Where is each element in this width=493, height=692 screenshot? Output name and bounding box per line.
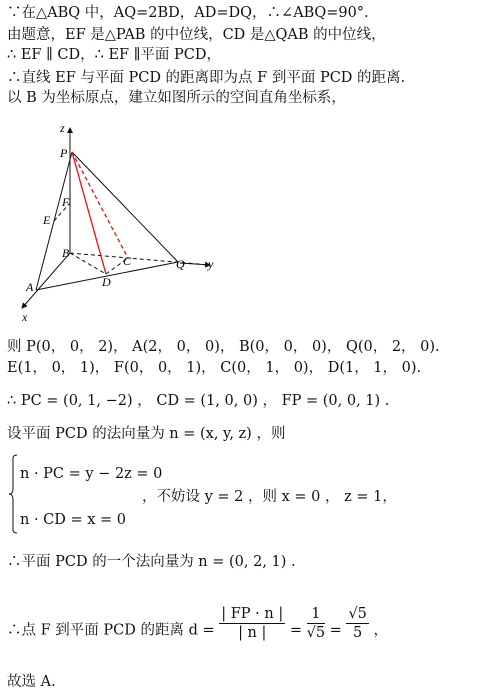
fraction-numerator: | FP · n | <box>221 606 284 622</box>
fraction-2-den: √5 <box>306 625 326 641</box>
label-C: C <box>123 254 132 268</box>
line-2: 由题意，EF 是△PAB 的中位线，CD 是△QAB 的中位线， <box>7 27 386 43</box>
label-F: F <box>62 195 70 209</box>
fraction-3 <box>346 605 368 642</box>
fraction-2-num: 1 <box>307 605 325 624</box>
system-eq-1: n · PC = y − 2z = 0 <box>20 466 163 482</box>
distance-fraction <box>219 605 285 642</box>
system-eq-2: n · CD = x = 0 <box>20 512 127 528</box>
system-note: ，不妨设 y = 2 ，则 x = 0 ， z = 1， <box>142 489 397 505</box>
line-7: E(1， 0， 1)， F(0， 0， 1)， C(0， 1， 0)， D(1， 1， 0). <box>7 360 422 376</box>
line-4: ∴直线 EF 与平面 PCD 的距离即为点 F 到平面 PCD 的距离. <box>7 70 406 86</box>
line-8: ∴ PC = (0, 1, −2) ， CD = (1, 0, 0) ， FP = (0, 0, 1) . <box>7 393 390 409</box>
label-Q: Q <box>176 257 185 271</box>
label-P: P <box>60 146 68 160</box>
distance-prefix: ∴点 F 到平面 PCD 的距离 d = <box>7 622 215 639</box>
line-11: ∴点 F 到平面 PCD 的距离 d = $\frac{| FP \cdot n |}{| n |}$ = $\frac{1}{√5}$ = $\frac{√5}{5}$ ， <box>7 606 389 641</box>
line-12: 故选 A. <box>7 674 56 690</box>
line-5: 以 B 为坐标原点，建立如图所示的空间直角坐标系， <box>7 90 346 106</box>
edge-PC <box>72 152 128 258</box>
label-z: z <box>60 121 65 135</box>
line-3: ∴ EF ∥ CD，∴ EF ∥平面 PCD， <box>7 47 221 63</box>
fraction-3-den: 5 <box>353 625 363 641</box>
system-brace <box>8 454 18 534</box>
label-x: x <box>22 310 28 324</box>
coordinate-figure <box>0 108 240 328</box>
line-9: 设平面 PCD 的法向量为 n = (x, y, z) ，则 <box>7 426 286 442</box>
fraction-denominator: | n | <box>238 625 267 641</box>
label-A: A <box>26 280 34 294</box>
line-6: 则 P(0， 0， 2)， A(2， 0， 0)， B(0， 0， 0)， Q(0， 2， 0). <box>7 339 440 355</box>
line-10: ∴平面 PCD 的一个法向量为 n = (0, 2, 1) . <box>7 554 296 570</box>
fraction-2 <box>307 605 325 642</box>
label-y: y <box>208 257 214 271</box>
label-E: E <box>43 213 51 227</box>
label-D: D <box>102 275 111 289</box>
line-1: ∵在△ABQ 中，AQ=2BD，AD=DQ，∴∠ABQ=90°. <box>7 5 369 21</box>
label-B: B <box>62 246 70 260</box>
fraction-3-num: √5 <box>348 606 367 622</box>
